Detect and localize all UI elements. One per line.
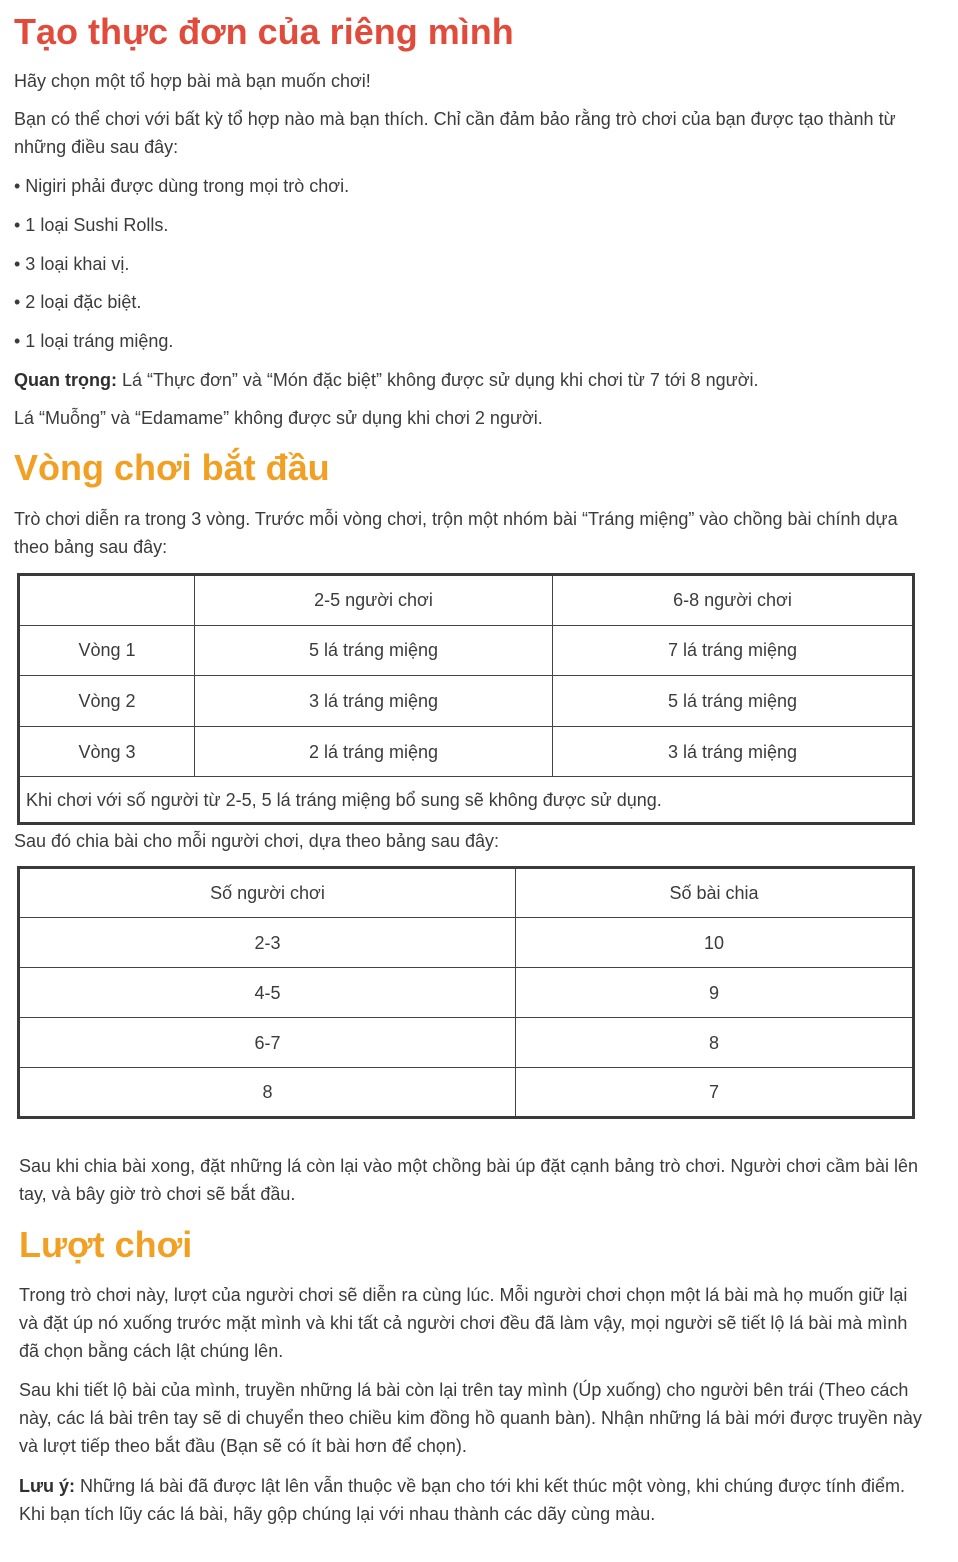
table-row [19, 726, 914, 777]
table-cell: 3 lá tráng miệng [553, 726, 914, 777]
bullet-item: • 3 loại khai vị. [14, 254, 130, 274]
section3-paragraph: Trong trò chơi này, lượt của người chơi sẽ diễn ra cùng lúc. Mỗi người chơi chọn một lá bài mà họ muốn giữ lại và đặt úp nó xuống trước mặt mình và khi tất cả người chơi đều đã làm vậy, mọi người sẽ tiết lộ lá bài mà mình đã chọn bằng cách lật chúng lên. [19, 1285, 908, 1361]
bullet-item: • 1 loại tráng miệng. [14, 331, 174, 351]
table-note: Khi chơi với số người từ 2-5, 5 lá tráng miệng bổ sung sẽ không được sử dụng. [19, 777, 914, 824]
section3-title: Lượt chơi [19, 1224, 193, 1265]
table-header-row [19, 868, 914, 918]
table-header-cell: Số người chơi [19, 868, 516, 918]
table-cell: Vòng 3 [19, 726, 195, 777]
table-cell: 2 lá tráng miệng [195, 726, 553, 777]
note-label: Lưu ý: [19, 1476, 76, 1496]
table-cell: 7 [516, 1068, 914, 1118]
table-row [19, 1068, 914, 1118]
bullet-item: • 1 loại Sushi Rolls. [14, 215, 169, 235]
section2-closing: Sau khi chia bài xong, đặt những lá còn lại vào một chồng bài úp đặt cạnh bảng trò chơi. Người chơi cầm bài lên tay, và bây giờ trò chơi sẽ bắt đầu. [19, 1156, 919, 1204]
table-cell: 9 [516, 968, 914, 1018]
important-label: Quan trọng: [14, 370, 117, 390]
table-header-cell: Số bài chia [516, 868, 914, 918]
section3-paragraph: Sau khi tiết lộ bài của mình, truyền những lá bài còn lại trên tay mình (Úp xuống) cho người bên trái (Theo cách này, các lá bài trên tay sẽ di chuyển theo chiều kim đồng hồ quanh bàn). Nhận những lá bài mới được truyền này và lượt tiếp theo bắt đầu (Bạn sẽ có ít bài hơn để chọn). [19, 1380, 922, 1456]
section1-title: Tạo thực đơn của riêng mình [14, 11, 514, 52]
table-cell: 10 [516, 918, 914, 968]
bullet-item: • 2 loại đặc biệt. [14, 292, 142, 312]
deal-table [17, 866, 915, 1119]
table-row [19, 676, 914, 727]
section1-note: Lá “Muỗng” và “Edamame” không được sử dụng khi chơi 2 người. [14, 408, 543, 428]
table-cell: 3 lá tráng miệng [195, 676, 553, 727]
table-header-cell [19, 575, 195, 626]
dessert-table [17, 573, 915, 825]
table-cell: 6-7 [19, 1018, 516, 1068]
section3-note [19, 1472, 929, 1528]
table-header-cell: 6-8 người chơi [553, 575, 914, 626]
table-cell: 5 lá tráng miệng [553, 676, 914, 727]
note-text: Những lá bài đã được lật lên vẫn thuộc về bạn cho tới khi kết thúc một vòng, khi chúng được tính điểm. Khi bạn tích lũy các lá bài, hãy gộp chúng lại với nhau thành các dãy cùng màu. [19, 1476, 906, 1524]
table-row [19, 625, 914, 676]
section1-paragraph: Bạn có thể chơi với bất kỳ tổ hợp nào mà bạn thích. Chỉ cần đảm bảo rằng trò chơi của bạn được tạo thành từ những điều sau đây: [14, 109, 896, 157]
important-note [14, 366, 929, 394]
table-row [19, 968, 914, 1018]
section2-paragraph: Trò chơi diễn ra trong 3 vòng. Trước mỗi vòng chơi, trộn một nhóm bài “Tráng miệng” vào chồng bài chính dựa theo bảng sau đây: [14, 509, 898, 557]
important-text: Lá “Thực đơn” và “Món đặc biệt” không được sử dụng khi chơi từ 7 tới 8 người. [116, 370, 759, 390]
table-cell: 7 lá tráng miệng [553, 625, 914, 676]
table-cell: Vòng 2 [19, 676, 195, 727]
table-cell: Vòng 1 [19, 625, 195, 676]
bullet-item: • Nigiri phải được dùng trong mọi trò chơi. [14, 176, 350, 196]
table-cell: 2-3 [19, 918, 516, 968]
table-cell: 4-5 [19, 968, 516, 1018]
table-note-row [19, 777, 914, 824]
table-header-cell: 2-5 người chơi [195, 575, 553, 626]
table-cell: 5 lá tráng miệng [195, 625, 553, 676]
table-row [19, 918, 914, 968]
table-header-row [19, 575, 914, 626]
section2-deal-text: Sau đó chia bài cho mỗi người chơi, dựa theo bảng sau đây: [14, 831, 500, 851]
table-cell: 8 [516, 1018, 914, 1068]
table-row [19, 1018, 914, 1068]
table-cell: 8 [19, 1068, 516, 1118]
section1-intro: Hãy chọn một tổ hợp bài mà bạn muốn chơi! [14, 71, 371, 91]
section2-title: Vòng chơi bắt đầu [14, 447, 330, 488]
